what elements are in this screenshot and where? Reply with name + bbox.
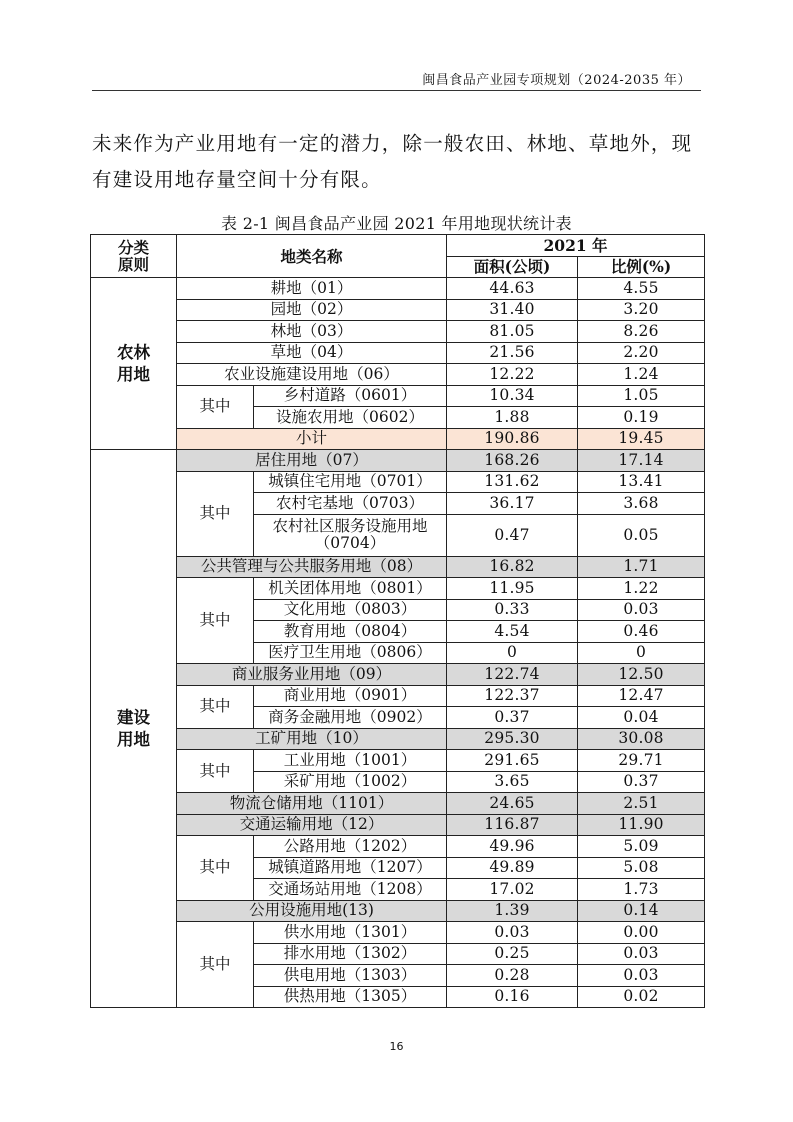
sub-group-label: 其中 <box>177 836 254 901</box>
ratio-value: 0.02 <box>578 986 705 1008</box>
area-value: 44.63 <box>447 278 578 300</box>
sub-group-label: 其中 <box>177 578 254 664</box>
area-value: 0.33 <box>447 599 578 621</box>
subtotal-label: 小计 <box>177 428 447 450</box>
land-class-name: 物流仓储用地（1101） <box>177 793 447 815</box>
land-type-name: 耕地（01） <box>177 278 447 300</box>
category-build: 建设 用地 <box>91 450 177 1008</box>
ratio-value: 5.09 <box>578 836 705 858</box>
area-value: 116.87 <box>447 814 578 836</box>
table-row <box>91 750 705 772</box>
land-type-name: 供电用地（1303） <box>254 965 447 987</box>
table-row <box>91 278 705 300</box>
ratio-value: 12.50 <box>578 664 705 686</box>
land-type-name: 文化用地（0803） <box>254 599 447 621</box>
sub-group-label: 其中 <box>177 922 254 1008</box>
table-row <box>91 922 705 944</box>
land-class-name: 公用设施用地(13) <box>177 900 447 922</box>
sub-group-label: 其中 <box>177 685 254 728</box>
ratio-value: 13.41 <box>578 471 705 493</box>
ratio-value: 1.24 <box>578 364 705 386</box>
page-header <box>92 62 701 91</box>
area-value: 10.34 <box>447 385 578 407</box>
table-row <box>91 385 705 407</box>
land-type-name: 草地（04） <box>177 342 447 364</box>
table-row <box>91 450 705 472</box>
header-name: 地类名称 <box>177 235 447 278</box>
ratio-value: 0.03 <box>578 599 705 621</box>
land-type-name: 采矿用地（1002） <box>254 771 447 793</box>
table-row <box>91 235 705 257</box>
ratio-value: 30.08 <box>578 728 705 750</box>
area-value: 24.65 <box>447 793 578 815</box>
area-value: 21.56 <box>447 342 578 364</box>
header-ratio: 比例(%) <box>578 256 705 278</box>
area-value: 4.54 <box>447 621 578 643</box>
body-paragraph <box>92 126 704 198</box>
table-row <box>91 664 705 686</box>
area-value: 17.02 <box>447 879 578 901</box>
land-type-name: 公路用地（1202） <box>254 836 447 858</box>
table-body <box>91 235 705 1008</box>
area-value: 0.47 <box>447 514 578 556</box>
table-row <box>91 556 705 578</box>
land-class-name: 商业服务业用地（09） <box>177 664 447 686</box>
table-row <box>91 814 705 836</box>
land-type-name: 医疗卫生用地（0806） <box>254 642 447 664</box>
ratio-value: 2.20 <box>578 342 705 364</box>
ratio-value: 0 <box>578 642 705 664</box>
land-class-name: 居住用地（07） <box>177 450 447 472</box>
land-use-table <box>90 234 705 1008</box>
land-type-name: 农村宅基地（0703） <box>254 493 447 515</box>
land-type-name: 机关团体用地（0801） <box>254 578 447 600</box>
table-row <box>91 471 705 493</box>
table-caption: 表 2-1 闽昌食品产业园 2021 年用地现状统计表 <box>221 214 572 233</box>
land-type-name: 供水用地（1301） <box>254 922 447 944</box>
ratio-value: 0.03 <box>578 943 705 965</box>
land-type-name: 园地（02） <box>177 299 447 321</box>
ratio-value: 2.51 <box>578 793 705 815</box>
subtotal-area: 190.86 <box>447 428 578 450</box>
ratio-value: 0.05 <box>578 514 705 556</box>
area-value: 81.05 <box>447 321 578 343</box>
ratio-value: 11.90 <box>578 814 705 836</box>
ratio-value: 8.26 <box>578 321 705 343</box>
land-type-name: 商务金融用地（0902） <box>254 707 447 729</box>
ratio-value: 0.03 <box>578 965 705 987</box>
ratio-value: 1.05 <box>578 385 705 407</box>
header-year: 2021 年 <box>447 235 705 257</box>
area-value: 31.40 <box>447 299 578 321</box>
page-number: 16 <box>389 1040 404 1053</box>
area-value: 36.17 <box>447 493 578 515</box>
sub-group-label: 其中 <box>177 471 254 556</box>
ratio-value: 1.73 <box>578 879 705 901</box>
area-value: 11.95 <box>447 578 578 600</box>
land-type-name: 林地（03） <box>177 321 447 343</box>
ratio-value: 0.00 <box>578 922 705 944</box>
table-row <box>91 299 705 321</box>
land-type-name: 城镇道路用地（1207） <box>254 857 447 879</box>
header-category: 分类 原则 <box>91 235 177 278</box>
land-type-name: 设施农用地（0602） <box>254 407 447 429</box>
area-value: 1.88 <box>447 407 578 429</box>
land-type-name: 供热用地（1305） <box>254 986 447 1008</box>
land-type-name: 乡村道路（0601） <box>254 385 447 407</box>
land-class-name: 公共管理与公共服务用地（08） <box>177 556 447 578</box>
area-value: 295.30 <box>447 728 578 750</box>
area-value: 0.28 <box>447 965 578 987</box>
table-row <box>91 342 705 364</box>
land-class-name: 交通运输用地（12） <box>177 814 447 836</box>
land-type-name: 排水用地（1302） <box>254 943 447 965</box>
area-value: 291.65 <box>447 750 578 772</box>
land-type-name: 交通场站用地（1208） <box>254 879 447 901</box>
sub-group-label: 其中 <box>177 385 254 428</box>
paragraph-line: 有建设用地存量空间十分有限。 <box>92 168 382 191</box>
area-value: 0.25 <box>447 943 578 965</box>
ratio-value: 3.20 <box>578 299 705 321</box>
sub-group-label: 其中 <box>177 750 254 793</box>
ratio-value: 29.71 <box>578 750 705 772</box>
ratio-value: 5.08 <box>578 857 705 879</box>
area-value: 3.65 <box>447 771 578 793</box>
area-value: 0.37 <box>447 707 578 729</box>
area-value: 131.62 <box>447 471 578 493</box>
table-row <box>91 685 705 707</box>
land-type-name: 农村社区服务设施用地 （0704） <box>254 514 447 556</box>
ratio-value: 0.46 <box>578 621 705 643</box>
ratio-value: 0.14 <box>578 900 705 922</box>
ratio-value: 17.14 <box>578 450 705 472</box>
land-type-name: 教育用地（0804） <box>254 621 447 643</box>
table-row <box>91 428 705 450</box>
category-agri: 农林 用地 <box>91 278 177 450</box>
area-value: 122.74 <box>447 664 578 686</box>
area-value: 49.89 <box>447 857 578 879</box>
header-area: 面积(公顷) <box>447 256 578 278</box>
table-row <box>91 364 705 386</box>
ratio-value: 1.22 <box>578 578 705 600</box>
paragraph-line: 未来作为产业用地有一定的潜力，除一般农田、林地、草地外，现 <box>92 132 693 155</box>
ratio-value: 0.19 <box>578 407 705 429</box>
table-row <box>91 900 705 922</box>
area-value: 1.39 <box>447 900 578 922</box>
table-row <box>91 728 705 750</box>
subtotal-ratio: 19.45 <box>578 428 705 450</box>
land-type-name: 工业用地（1001） <box>254 750 447 772</box>
area-value: 49.96 <box>447 836 578 858</box>
area-value: 12.22 <box>447 364 578 386</box>
area-value: 16.82 <box>447 556 578 578</box>
area-value: 0.16 <box>447 986 578 1008</box>
table-row <box>91 793 705 815</box>
ratio-value: 12.47 <box>578 685 705 707</box>
table-row <box>91 836 705 858</box>
land-type-name: 商业用地（0901） <box>254 685 447 707</box>
header-title: 闽昌食品产业园专项规划（2024-2035 年） <box>422 73 691 88</box>
area-value: 0 <box>447 642 578 664</box>
land-type-name: 城镇住宅用地（0701） <box>254 471 447 493</box>
land-class-name: 工矿用地（10） <box>177 728 447 750</box>
area-value: 0.03 <box>447 922 578 944</box>
ratio-value: 1.71 <box>578 556 705 578</box>
table-row <box>91 578 705 600</box>
land-type-name: 农业设施建设用地（06） <box>177 364 447 386</box>
area-value: 122.37 <box>447 685 578 707</box>
ratio-value: 3.68 <box>578 493 705 515</box>
ratio-value: 0.04 <box>578 707 705 729</box>
ratio-value: 0.37 <box>578 771 705 793</box>
area-value: 168.26 <box>447 450 578 472</box>
ratio-value: 4.55 <box>578 278 705 300</box>
table-row <box>91 321 705 343</box>
